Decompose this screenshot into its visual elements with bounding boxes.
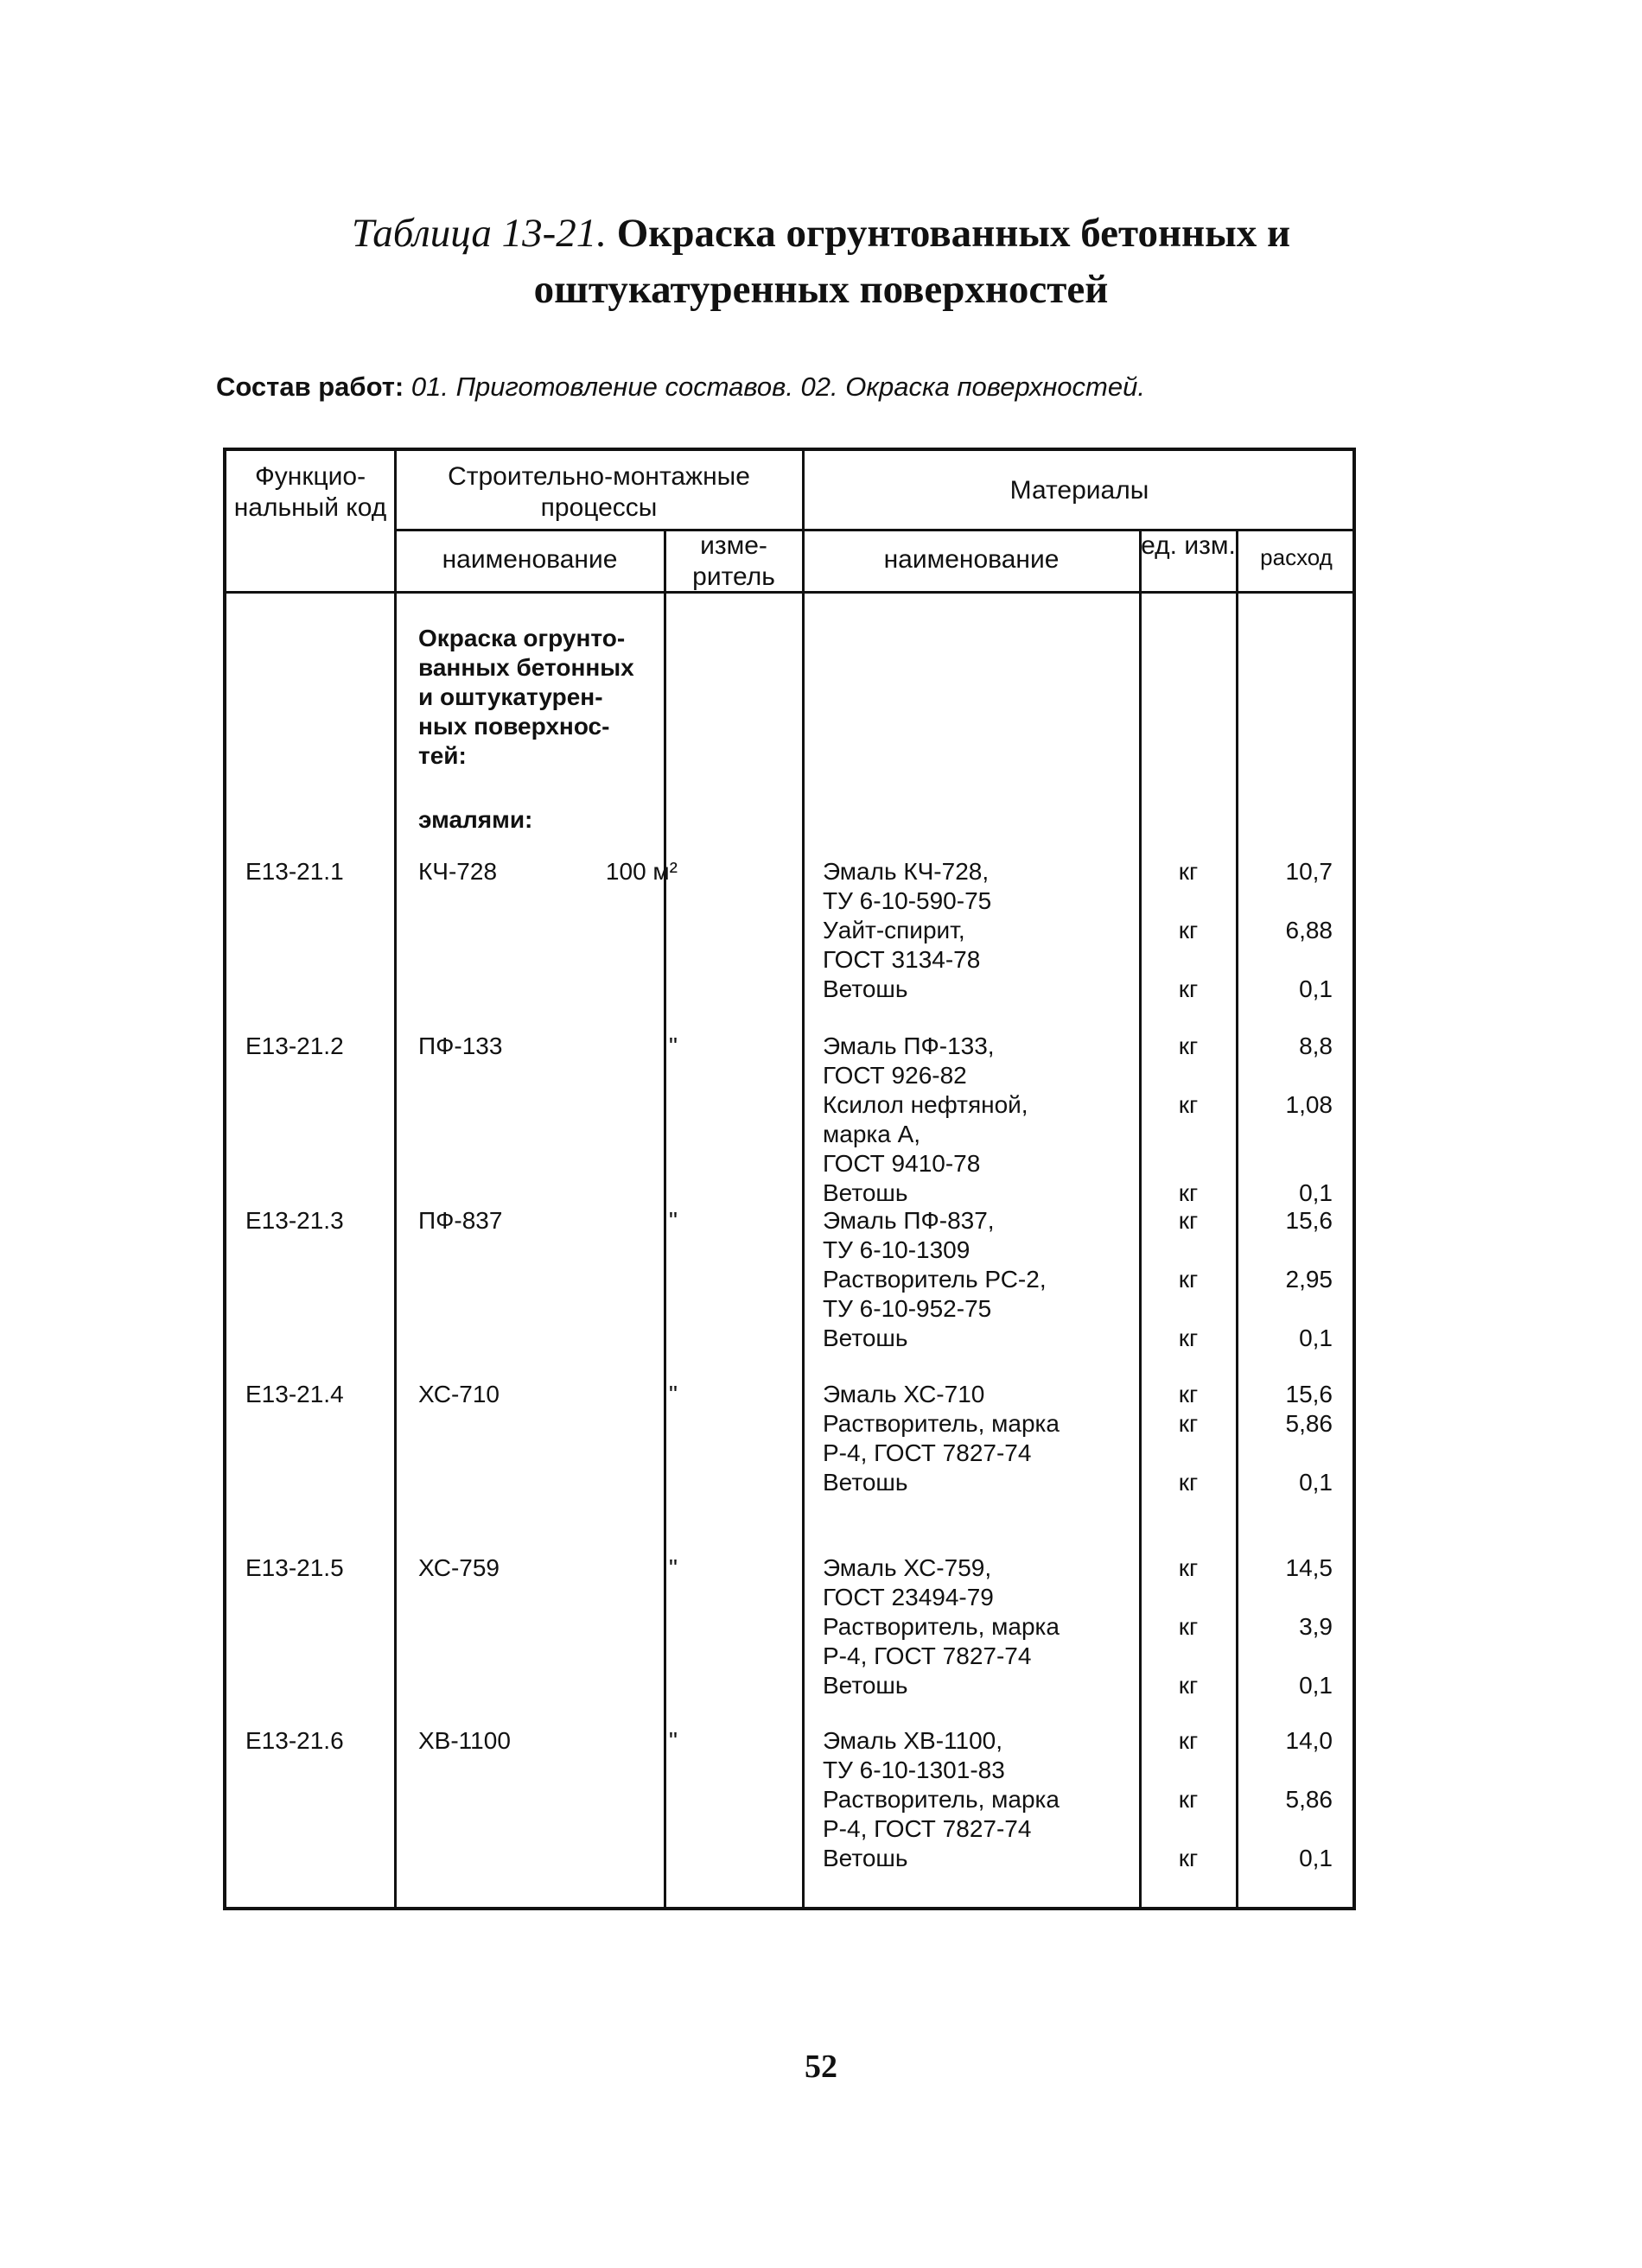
material-consumption: 2,95 [1285, 1266, 1333, 1293]
material-consumption: 0,1 [1299, 1672, 1333, 1699]
row-code: Е13-21.4 [245, 1381, 344, 1407]
work-composition [216, 372, 1426, 403]
row-process: ХВ-1100 [418, 1727, 511, 1754]
material-name-line: Эмаль ХС-759, [823, 1554, 992, 1581]
material-unit: кг [1178, 1469, 1199, 1496]
material-unit: кг [1178, 1554, 1199, 1581]
material-name-line: ТУ 6-10-1309 [823, 1236, 971, 1263]
row-process: КЧ-728 [418, 858, 498, 885]
material-unit: кг [1178, 858, 1199, 885]
material-consumption: 8,8 [1299, 1032, 1333, 1059]
header-materials: Материалы [1009, 476, 1149, 505]
material-name-line: ГОСТ 9410-78 [823, 1150, 981, 1177]
norms-table [223, 448, 1356, 1910]
material-name [823, 1671, 907, 1700]
row-measure: " [669, 1554, 678, 1581]
row-process: ПФ-837 [418, 1207, 503, 1234]
title-line-1 [0, 206, 1642, 262]
work-composition-label: Состав работ: [216, 372, 404, 402]
material-unit: кг [1178, 917, 1199, 943]
material-consumption: 14,0 [1285, 1727, 1333, 1754]
material-name [823, 1844, 907, 1873]
material-consumption: 5,86 [1285, 1410, 1333, 1437]
material-unit: кг [1178, 1786, 1199, 1813]
work-composition-text: 01. Приготовление составов. 02. Окраска поверхностей. [410, 372, 1145, 402]
material-name-line: Эмаль ПФ-133, [823, 1032, 995, 1059]
material-name-line: марка А, [823, 1121, 921, 1147]
material-name-line: Эмаль КЧ-728, [823, 858, 990, 885]
col-divider-1 [394, 451, 397, 1907]
material-name [823, 1409, 1060, 1468]
material-name-line: ГОСТ 926-82 [823, 1062, 967, 1089]
row-measure: " [669, 1727, 678, 1754]
material-consumption: 6,88 [1285, 917, 1333, 943]
material-name-line: Растворитель РС-2, [823, 1266, 1047, 1293]
page-number: 52 [805, 2049, 837, 2085]
title-text-1: Окраска огрунтованных бетонных и [616, 211, 1291, 256]
row-process: ПФ-133 [418, 1032, 503, 1059]
header-unit: ед. изм. [1141, 531, 1236, 560]
material-consumption: 0,1 [1299, 1179, 1333, 1206]
material-name [823, 975, 907, 1004]
material-name [823, 916, 980, 975]
material-unit: кг [1178, 1410, 1199, 1437]
material-name-line: Р-4, ГОСТ 7827-74 [823, 1439, 1032, 1466]
row-code: Е13-21.1 [245, 858, 344, 885]
material-name-line: Ветошь [823, 1845, 908, 1871]
row-measure: " [669, 1032, 678, 1059]
group-heading-line: Окраска огрунто- [418, 625, 626, 651]
header-process-name: наименование [442, 545, 618, 574]
group-heading-line: тей: [418, 742, 467, 769]
material-name-line: Ветошь [823, 1469, 908, 1496]
material-unit: кг [1178, 1613, 1199, 1640]
material-name [823, 1178, 907, 1208]
material-name-line: Эмаль ХВ-1100, [823, 1727, 1003, 1754]
material-unit: кг [1178, 1266, 1199, 1293]
material-name [823, 1032, 995, 1090]
material-name [823, 1324, 907, 1353]
material-consumption: 15,6 [1285, 1207, 1333, 1234]
material-name-line: ГОСТ 3134-78 [823, 946, 981, 973]
group-heading [418, 624, 634, 771]
header-consumption: расход [1260, 544, 1333, 570]
header-measure: изме-ритель [692, 531, 775, 591]
material-consumption: 0,1 [1299, 1325, 1333, 1351]
header-func-code: Функцио-нальный код [233, 462, 387, 522]
material-name [823, 1380, 984, 1409]
material-name [823, 1090, 1028, 1178]
material-name-line: ТУ 6-10-590-75 [823, 887, 992, 914]
table-title [0, 206, 1642, 318]
group-subheading: эмалями: [418, 806, 533, 833]
material-name-line: Ветошь [823, 975, 908, 1002]
material-unit: кг [1178, 1325, 1199, 1351]
group-heading-line: и оштукатурен- [418, 683, 603, 710]
row-measure: " [669, 1207, 678, 1234]
material-consumption: 3,9 [1299, 1613, 1333, 1640]
material-name [823, 857, 991, 916]
row-process: ХС-710 [418, 1381, 500, 1407]
row-measure: " [669, 1381, 678, 1407]
material-name [823, 1612, 1060, 1671]
material-name-line: Ветошь [823, 1672, 908, 1699]
header-material-name: наименование [883, 545, 1060, 574]
material-name-line: Ксилол нефтяной, [823, 1091, 1028, 1118]
row-process: ХС-759 [418, 1554, 500, 1581]
material-name-line: Р-4, ГОСТ 7827-74 [823, 1642, 1032, 1669]
group-heading-line: ных поверхнос- [418, 713, 610, 740]
material-consumption: 1,08 [1285, 1091, 1333, 1118]
material-name-line: Р-4, ГОСТ 7827-74 [823, 1815, 1032, 1842]
material-name-line: Ветошь [823, 1179, 908, 1206]
group-heading-line: ванных бетонных [418, 654, 634, 681]
material-name-line: ТУ 6-10-952-75 [823, 1295, 992, 1322]
material-name-line: Растворитель, марка [823, 1786, 1060, 1813]
row-measure: 100 м² [605, 858, 678, 885]
row-code: Е13-21.3 [245, 1207, 344, 1234]
material-name-line: Ветошь [823, 1325, 908, 1351]
material-unit: кг [1178, 1032, 1199, 1059]
material-name [823, 1726, 1005, 1785]
material-name [823, 1553, 994, 1612]
material-name-line: ГОСТ 23494-79 [823, 1584, 994, 1610]
material-consumption: 14,5 [1285, 1554, 1333, 1581]
material-consumption: 10,7 [1285, 858, 1333, 885]
material-name [823, 1785, 1060, 1844]
col-divider-3 [802, 451, 805, 1907]
material-name-line: Растворитель, марка [823, 1410, 1060, 1437]
material-name [823, 1468, 907, 1497]
material-name-line: Эмаль ХС-710 [823, 1381, 985, 1407]
material-unit: кг [1178, 1727, 1199, 1754]
row-code: Е13-21.2 [245, 1032, 344, 1059]
row-code: Е13-21.5 [245, 1554, 344, 1581]
material-consumption: 15,6 [1285, 1381, 1333, 1407]
material-consumption: 0,1 [1299, 1469, 1333, 1496]
material-name [823, 1265, 1047, 1324]
material-unit: кг [1178, 1381, 1199, 1407]
material-name-line: Уайт-спирит, [823, 917, 965, 943]
material-unit: кг [1178, 1845, 1199, 1871]
header-processes: Строительно-монтажные процессы [448, 462, 750, 522]
material-consumption: 5,86 [1285, 1786, 1333, 1813]
material-unit: кг [1178, 1091, 1199, 1118]
material-name-line: ТУ 6-10-1301-83 [823, 1757, 1005, 1783]
material-consumption: 0,1 [1299, 975, 1333, 1002]
material-unit: кг [1178, 975, 1199, 1002]
material-unit: кг [1178, 1179, 1199, 1206]
table-number: Таблица 13-21. [351, 211, 607, 256]
material-name-line: Эмаль ПФ-837, [823, 1207, 995, 1234]
material-name-line: Растворитель, марка [823, 1613, 1060, 1640]
title-text-2: оштукатуренных поверхностей [533, 266, 1109, 312]
row-code: Е13-21.6 [245, 1727, 344, 1754]
material-unit: кг [1178, 1207, 1199, 1234]
material-unit: кг [1178, 1672, 1199, 1699]
material-name [823, 1206, 995, 1265]
material-consumption: 0,1 [1299, 1845, 1333, 1871]
